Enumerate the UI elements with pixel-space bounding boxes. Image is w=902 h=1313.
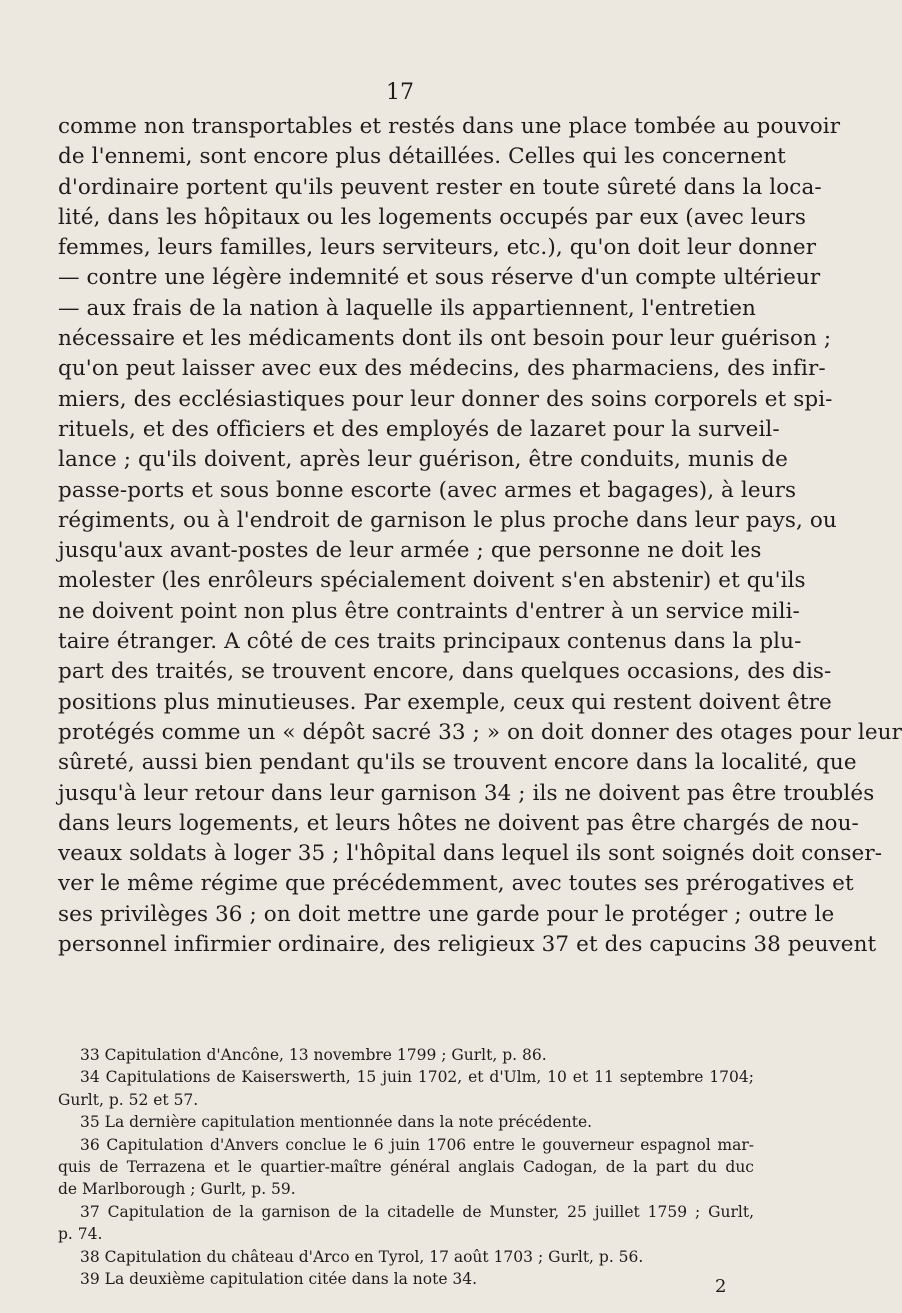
footnote-line: quis de Terrazena et le quartier-maître général anglais Cadogan, de la part du duc	[58, 1157, 754, 1176]
body-line: ne doivent point non plus être contraints d'entrer à un service mili-	[58, 598, 800, 624]
body-line: passe-ports et sous bonne escorte (avec armes et bagages), à leurs	[58, 477, 797, 503]
footnote-line: p. 74.	[58, 1225, 103, 1244]
body-line: lance ; qu'ils doivent, après leur guérison, être conduits, munis de	[58, 447, 788, 473]
footnote-line: 33 Capitulation d'Ancône, 13 novembre 1799 ; Gurlt, p. 86.	[80, 1046, 547, 1064]
footnote-line: Gurlt, p. 52 et 57.	[58, 1090, 199, 1109]
body-line: ses privilèges 36 ; on doit mettre une garde pour le protéger ; outre le	[58, 901, 835, 927]
body-line: molester (les enrôleurs spécialement doivent s'en abstenir) et qu'ils	[58, 568, 806, 594]
body-line: protégés comme un « dépôt sacré 33 ; » on doit donner des otages pour leur	[58, 719, 902, 745]
body-text	[58, 112, 902, 960]
body-line: — contre une légère indemnité et sous réserve d'un compte ultérieur	[58, 265, 821, 291]
body-line: sûreté, aussi bien pendant qu'ils se trouvent encore dans la localité, que	[58, 750, 857, 776]
body-line: positions plus minutieuses. Par exemple, ceux qui restent doivent être	[58, 689, 832, 715]
body-line: dans leurs logements, et leurs hôtes ne doivent pas être chargés de nou-	[58, 810, 859, 836]
body-line: miers, des ecclésiastiques pour leur donner des soins corporels et spi-	[58, 386, 833, 412]
body-line: jusqu'à leur retour dans leur garnison 34 ; ils ne doivent pas être troublés	[58, 780, 875, 806]
body-line: régiments, ou à l'endroit de garnison le plus proche dans leur pays, ou	[58, 507, 837, 533]
body-line: d'ordinaire portent qu'ils peuvent rester en toute sûreté dans la loca-	[58, 174, 822, 200]
body-line: rituels, et des officiers et des employés de lazaret pour la surveil-	[58, 416, 780, 442]
body-line: de l'ennemi, sont encore plus détaillées. Celles qui les concernent	[58, 144, 786, 170]
body-line: jusqu'aux avant-postes de leur armée ; que personne ne doit les	[58, 538, 762, 564]
footnote-line: 34 Capitulations de Kaiserswerth, 15 juin 1702, et d'Ulm, 10 et 11 septembre 1704;	[80, 1068, 754, 1087]
body-line: personnel infirmier ordinaire, des religieux 37 et des capucins 38 peuvent	[58, 932, 877, 958]
signature-mark: 2	[715, 1276, 727, 1297]
body-line: veaux soldats à loger 35 ; l'hôpital dans lequel ils sont soignés doit conser-	[58, 841, 883, 867]
footnote-line: 39 La deuxième capitulation citée dans la note 34.	[80, 1269, 478, 1288]
body-line: taire étranger. A côté de ces traits principaux contenus dans la plu-	[58, 629, 802, 655]
footnote-line: 37 Capitulation de la garnison de la citadelle de Munster, 25 juillet 1759 ; Gurlt,	[80, 1202, 754, 1221]
footnote-line: 36 Capitulation d'Anvers conclue le 6 juin 1706 entre le gouverneur espagnol mar-	[80, 1135, 754, 1154]
body-line: part des traités, se trouvent encore, dans quelques occasions, des dis-	[58, 659, 832, 685]
body-line: comme non transportables et restés dans une place tombée au pouvoir	[58, 114, 841, 139]
body-line: femmes, leurs familles, leurs serviteurs, etc.), qu'on doit leur donner	[58, 235, 817, 261]
page-number: 17	[386, 80, 414, 105]
body-line: lité, dans les hôpitaux ou les logements occupés par eux (avec leurs	[58, 204, 807, 230]
body-line: qu'on peut laisser avec eux des médecins, des pharmaciens, des infir-	[58, 356, 826, 382]
footnote-line: 35 La dernière capitulation mentionnée dans la note précédente.	[80, 1113, 593, 1132]
footnote-line: 38 Capitulation du château d'Arco en Tyrol, 17 août 1703 ; Gurlt, p. 56.	[80, 1247, 644, 1266]
body-line: nécessaire et les médicaments dont ils ont besoin pour leur guérison ;	[58, 326, 832, 352]
body-line: — aux frais de la nation à laquelle ils appartiennent, l'entretien	[58, 295, 756, 321]
footnotes	[58, 1044, 754, 1290]
footnote-line: de Marlborough ; Gurlt, p. 59.	[58, 1180, 296, 1199]
body-line: ver le même régime que précédemment, avec toutes ses prérogatives et	[58, 871, 854, 897]
